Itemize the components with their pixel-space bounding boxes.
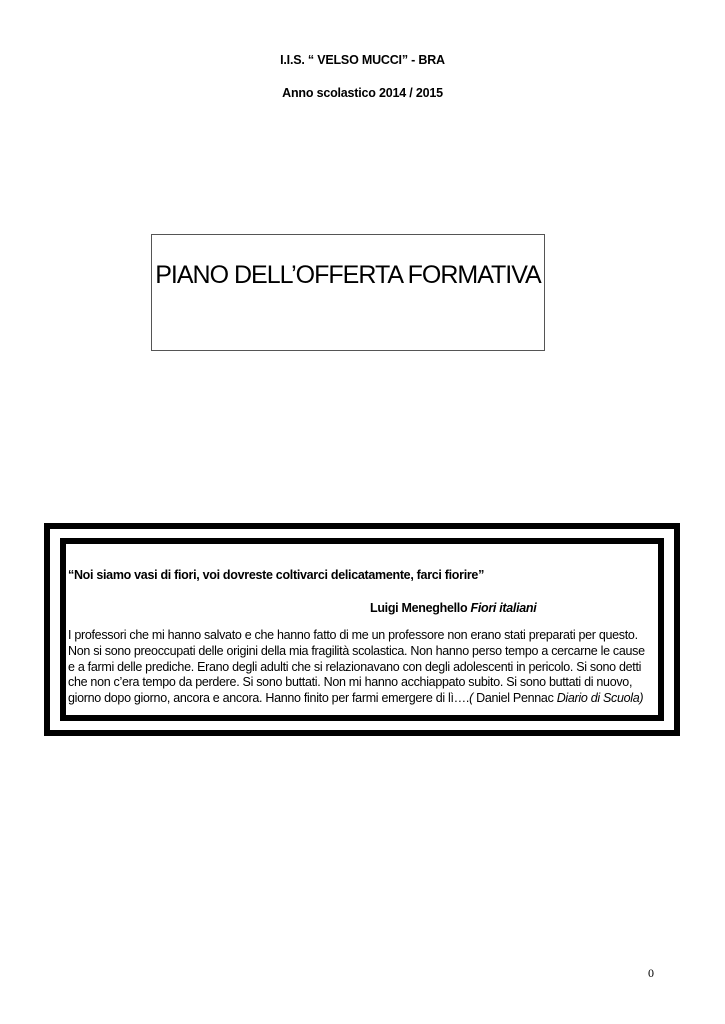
passage-line: che non c’era tempo da perdere. Si sono buttati. Non mi hanno acchiappato subito. Si sono buttati di nuovo, — [68, 675, 633, 690]
passage-line: e a farmi delle prediche. Erano degli adulti che si relazionavano con degli adolescenti in pericolo. Si sono detti — [68, 659, 642, 674]
pennac-passage — [68, 628, 663, 707]
passage-line: Non si sono preoccupati delle origini della mia fragilità scolastica. Non hanno perso tempo a cercarne le cause — [68, 643, 645, 658]
epigraph-attribution — [68, 600, 663, 616]
citation-open: ( — [469, 691, 477, 706]
passage-line: giorno dopo giorno, ancora e ancora. Hanno finito per farmi emergere di lì…. — [68, 691, 470, 706]
page-number: 0 — [648, 966, 654, 980]
epigraph-author: Luigi Meneghello — [370, 601, 468, 615]
document-title: PIANO DELL’OFFERTA FORMATIVA — [155, 261, 541, 289]
passage-line: I professori che mi hanno salvato e che hanno fatto di me un professore non erano stati preparati per questo. — [68, 628, 638, 642]
quote-content — [68, 567, 663, 707]
epigraph-work: Fiori italiani — [470, 601, 537, 615]
school-name: I.I.S. “ VELSO MUCCI” - BRA — [280, 53, 445, 67]
citation-author: Daniel Pennac — [476, 691, 557, 706]
epigraph-quote: “Noi siamo vasi di fiori, voi dovreste coltivarci delicatamente, farci fiorire” — [68, 568, 485, 582]
school-year: Anno scolastico 2014 / 2015 — [282, 86, 443, 100]
citation-work: Diario di Scuola) — [556, 691, 644, 706]
title-box — [151, 234, 545, 351]
